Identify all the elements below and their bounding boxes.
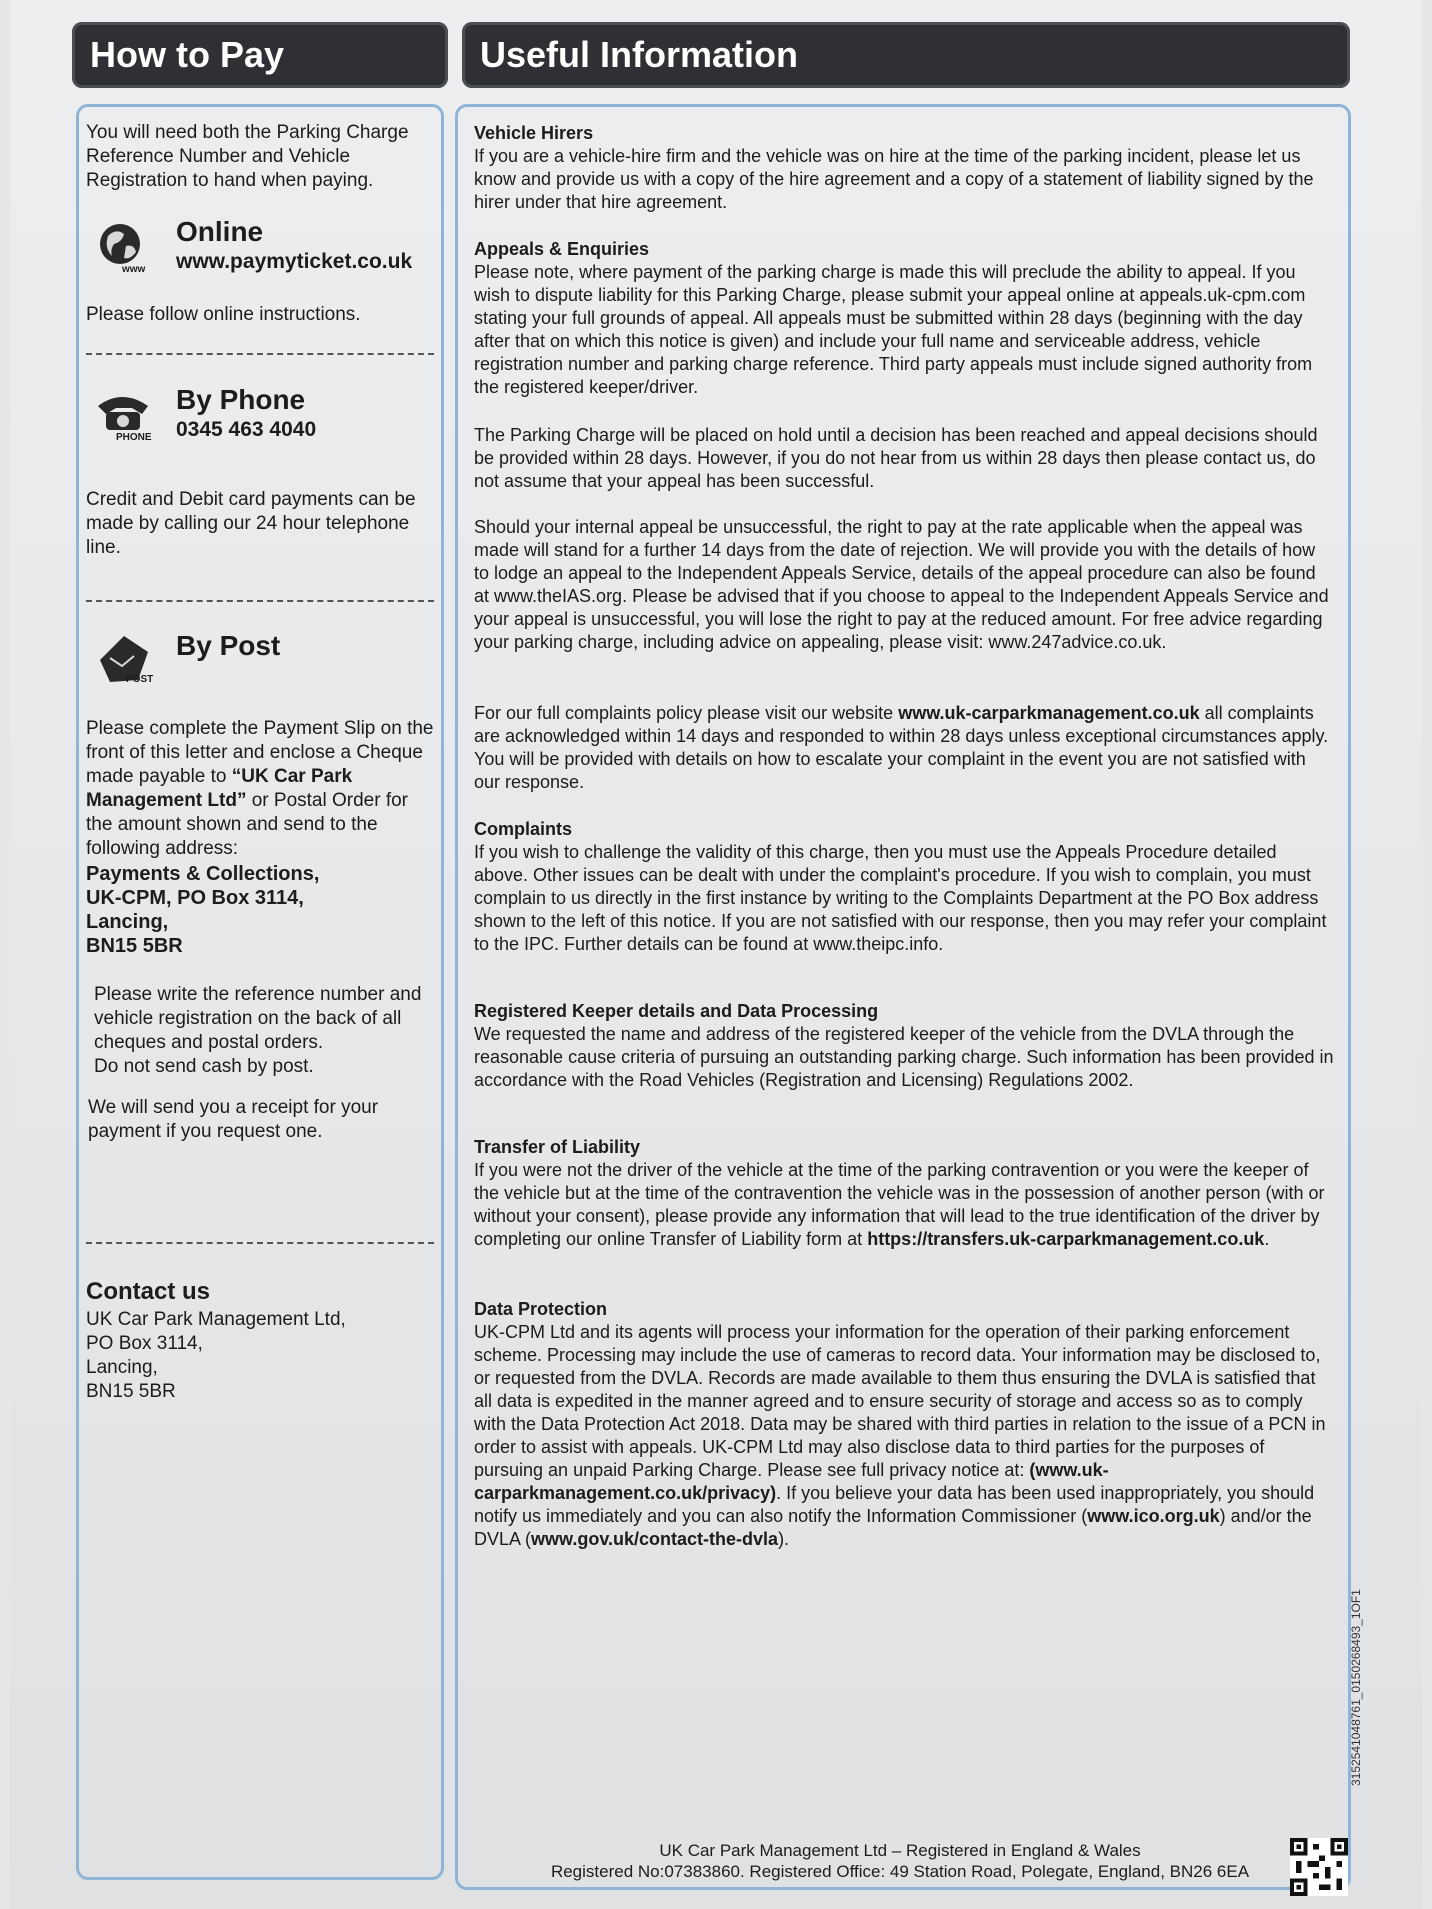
- footer-line-1: UK Car Park Management Ltd – Registered in England & Wales: [659, 1841, 1141, 1860]
- post-title: By Post: [176, 630, 281, 661]
- section-heading: Registered Keeper details and Data Processing: [474, 1001, 879, 1021]
- pay-intro: You will need both the Parking Charge Reference Number and Vehicle Registration to hand when paying.: [86, 122, 409, 191]
- privacy-link[interactable]: (www.uk-carparkmanagement.co.uk/privacy): [474, 1460, 1109, 1503]
- appeals-unsuccessful-paragraph: Should your internal appeal be unsuccessful, the right to pay at the rate applicable when the appeal was made will stand for a further 14 days from the date of rejection. We will provide you with the details of how to lodge an appeal to the Independent Appeals Service, details of the appeal procedure can also be found at www.theIAS.org. Please be advised that if you choose to appeal to the Independent Appeals Service and your appeal is unsuccessful, you will lose the right to pay at the reduced amount. For free advice regarding your parking charge, including advice on appealing, please visit: www.247advice.co.uk.: [474, 517, 1329, 652]
- qr-code: [1290, 1838, 1348, 1896]
- post-label: POST: [126, 674, 154, 685]
- phone-title: By Phone: [176, 384, 306, 415]
- divider: [86, 600, 434, 602]
- complaints-policy-paragraph: For our full complaints policy please visit our website www.uk-carparkmanagement.co.uk all complaints are acknowledged within 14 days and responded to within 28 days unless exceptional circumstances apply. You will be provided with details on how to escalate your complaint in the event you are not satisfied with our response.: [474, 703, 1329, 792]
- how-to-pay-header: How to Pay: [72, 22, 448, 88]
- contact-address: UK Car Park Management Ltd, PO Box 3114, Lancing, BN15 5BR: [86, 1309, 346, 1402]
- online-url[interactable]: www.paymyticket.co.uk: [176, 250, 413, 273]
- phone-note: Credit and Debit card payments can be made by calling our 24 hour telephone line.: [86, 489, 416, 558]
- online-title: Online: [176, 216, 264, 247]
- section-heading: Complaints: [474, 819, 573, 839]
- payee-name: “UK Car Park Management Ltd”: [86, 766, 353, 811]
- post-address: Payments & Collections, UK-CPM, PO Box 3114, Lancing, BN15 5BR: [86, 863, 320, 957]
- section-heading: Data Protection: [474, 1299, 608, 1319]
- appeals-hold-paragraph: The Parking Charge will be placed on hold until a decision has been reached and appeal decisions should be provided within 28 days. However, if you do not hear from us within 28 days then please contact us, do not assume that your appeal has been successful.: [474, 425, 1318, 491]
- online-method: [92, 218, 432, 282]
- envelope-icon: [92, 632, 158, 696]
- side-reference-code: [1340, 1550, 1370, 1790]
- dvla-link[interactable]: www.gov.uk/contact-the-dvla: [531, 1529, 779, 1549]
- online-note: Please follow online instructions.: [86, 304, 361, 325]
- data-protection-section: Data Protection UK-CPM Ltd and its agents will process your information for the operation of their parking enforcement scheme. Processing may include the use of cameras to record data. Your information may be disclosed to, or requested from the DVLA. Records are made available to them thus ensuring the DVLA is satisfied that all data is expedited in the manner agreed and to ensure security of storage and access so as to comply with the Data Protection Act 2018. Data may be shared with third parties in relation to the issue of a PCN in order to assist with appeals. UK-CPM Ltd may also disclose data to third parties for the purposes of pursuing an unpaid Parking Charge. Please see full privacy notice at: (www.uk-carparkmanagement.co.uk/privacy). If you believe your data has been used inappropriately, you should notify us immediately and you can also notify the Information Commissioner (www.ico.org.uk) and/or the DVLA (www.gov.uk/contact-the-dvla).: [474, 1298, 1334, 1551]
- section-heading: Appeals & Enquiries: [474, 239, 650, 259]
- post-method: [92, 632, 432, 696]
- appeals-section: Appeals & Enquiries Please note, where payment of the parking charge is made this will preclude the ability to appeal. If you wish to dispute liability for this Parking Charge, please submit your appeal online at appeals.uk-cpm.com stating your full grounds of appeal. All appeals must be submitted within 28 days (beginning with the day after that on which this notice is given) and include your full name and serviceable address, vehicle registration number and parking charge reference. Third party appeals must include signed authority from the registered keeper/driver.: [474, 238, 1334, 399]
- divider: [86, 1242, 434, 1244]
- ico-link[interactable]: www.ico.org.uk: [1087, 1506, 1220, 1526]
- useful-information-header: Useful Information: [462, 22, 1350, 88]
- website-link[interactable]: www.uk-carparkmanagement.co.uk: [898, 703, 1200, 723]
- svg-text:3152541048761_0150268493_1OF1: 3152541048761_0150268493_1OF1: [1349, 1589, 1363, 1786]
- footer-line-2: Registered No:07383860. Registered Office: 49 Station Road, Polegate, England, BN26 6EA: [550, 1862, 1250, 1881]
- complaints-section: Complaints If you wish to challenge the validity of this charge, then you must use the Appeals Procedure detailed above. Other issues can be dealt with under the complaint's procedure. If you wish to complain, you must complain to us directly in the first instance by writing to the Complaints Department at the PO Box address shown to the left of this notice. If you are not satisfied with our response, then you may refer your complaint to the IPC. Further details can be found at www.theipc.info.: [474, 818, 1334, 956]
- footer: [500, 1840, 1300, 1882]
- section-heading: Vehicle Hirers: [474, 123, 594, 143]
- post-reference-note: Please write the reference number and vehicle registration on the back of all cheques and postal orders. Do not send cash by post.: [94, 984, 422, 1077]
- vehicle-hirers-section: Vehicle Hirers If you are a vehicle-hire firm and the vehicle was on hire at the time of the parking incident, please let us know and provide us with a copy of the hire agreement and a copy of a statement of liability signed by the hirer under that hire agreement.: [474, 122, 1334, 214]
- registered-keeper-section: Registered Keeper details and Data Processing We requested the name and address of the registered keeper of the vehicle from the DVLA through the reasonable cause criteria of pursuing an outstanding parking charge. Such information has been provided in accordance with the Road Vehicles (Registration and Licensing) Regulations 2002.: [474, 1001, 1334, 1090]
- www-label: www: [122, 264, 146, 275]
- phone-method: [92, 386, 432, 450]
- transfer-of-liability-section: Transfer of Liability If you were not the driver of the vehicle at the time of the parking contravention or you were the keeper of the vehicle but at the time of the contravention the vehicle was in the possession of another person (with or without your consent), please provide any information that will lead to the true identification of the driver by completing our online Transfer of Liability form at https://transfers.uk-carparkmanagement.co.uk.: [474, 1136, 1334, 1251]
- phone-label: PHONE: [116, 432, 152, 443]
- transfer-link[interactable]: https://transfers.uk-carparkmanagement.co.uk: [867, 1229, 1265, 1249]
- contact-title: Contact us: [86, 1278, 211, 1305]
- post-instructions: Please complete the Payment Slip on the front of this letter and enclose a Cheque made payable to “UK Car Park Management Ltd” or Postal Order for the amount shown and send to the following address:: [86, 718, 434, 859]
- phone-number[interactable]: 0345 463 4040: [176, 418, 317, 441]
- section-heading: Transfer of Liability: [474, 1137, 641, 1157]
- receipt-note: We will send you a receipt for your payment if you request one.: [88, 1097, 379, 1142]
- divider: [86, 353, 434, 355]
